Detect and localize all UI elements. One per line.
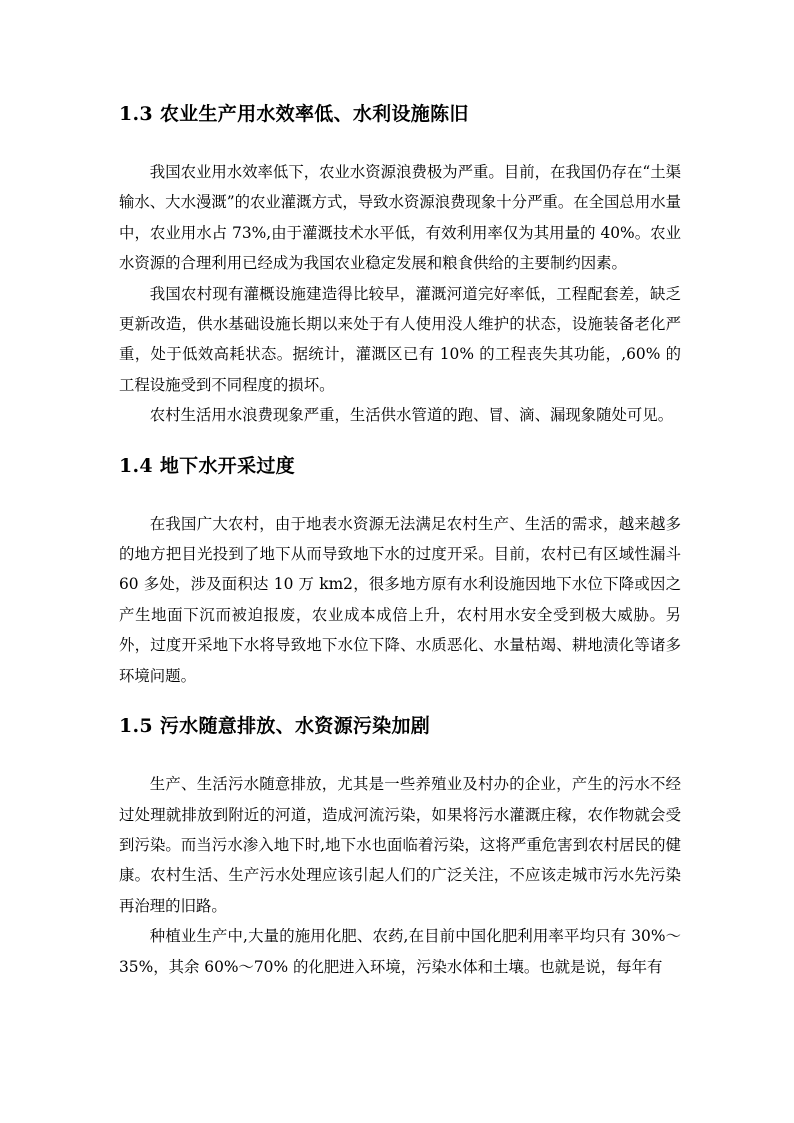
section-heading-1-3: 1.3 农业生产用水效率低、水利设施陈旧 <box>119 103 469 125</box>
paragraph-water-efficiency: 我国农业用水效率低下，农业水资源浪费极为严重。目前，在我国仍存在“土渠输水、大水漫溉”的农业灌溉方式，导致水资源浪费现象十分严重。在全国总用水量中，农业用水占 73%,由于灌溉技术水平低，有效利用率仅为其用量的 40%。农业水资源的合理利用已经成为我国农业稳定发展和粮食供给的主要制约因素。 <box>119 163 681 273</box>
paragraph-groundwater-overuse: 在我国广大农村，由于地表水资源无法满足农村生产、生活的需求，越来越多的地方把目光投到了地下从而导致地下水的过度开采。目前，农村已有区域性漏斗 60 多处，涉及面积达 10 万 km2，很多地方原有水利设施因地下水位下降或因之产生地面下沉而被迫报废，农业成本成倍上升，农村用水安全受到极大威胁。另外，过度开采地下水将导致地下水位下降、水质恶化、水量枯竭、耕地渍化等诸多环境问题。 <box>119 514 681 685</box>
paragraph-sewage-discharge: 生产、生活污水随意排放，尤其是一些养殖业及村办的企业，产生的污水不经过处理就排放到附近的河道，造成河流污染，如果将污水灌溉庄稼，农作物就会受到污染。而当污水渗入地下时,地下水也面临着污染，这将严重危害到农村居民的健康。农村生活、生产污水处理应该引起人们的广泛关注，不应该走城市污水先污染再治理的旧路。 <box>119 775 681 915</box>
paragraph-irrigation-facilities: 我国农村现有灌概设施建造得比较早，灌溉河道完好率低，工程配套差，缺乏更新改造，供水基础设施长期以来处于有人使用没人维护的状态，设施装备老化严重，处于低效高耗状态。据统计，灌溉区已有 10% 的工程丧失其功能，,60% 的工程设施受到不同程度的损坏。 <box>119 284 681 394</box>
document-body <box>119 100 681 982</box>
paragraph-fertilizer-pollution: 种植业生产中,大量的施用化肥、农药,在目前中国化肥利用率平均只有 30%～35%，其余 60%～70% 的化肥进入环境，污染水体和土壤。也就是说，每年有 <box>119 927 681 976</box>
section-heading-1-5: 1.5 污水随意排放、水资源污染加剧 <box>119 715 431 738</box>
paragraph-domestic-water-waste: 农村生活用水浪费现象严重，生活供水管道的跑、冒、滴、漏现象随处可见。 <box>149 406 674 425</box>
section-heading-1-4: 1.4 地下水开采过度 <box>119 454 295 477</box>
